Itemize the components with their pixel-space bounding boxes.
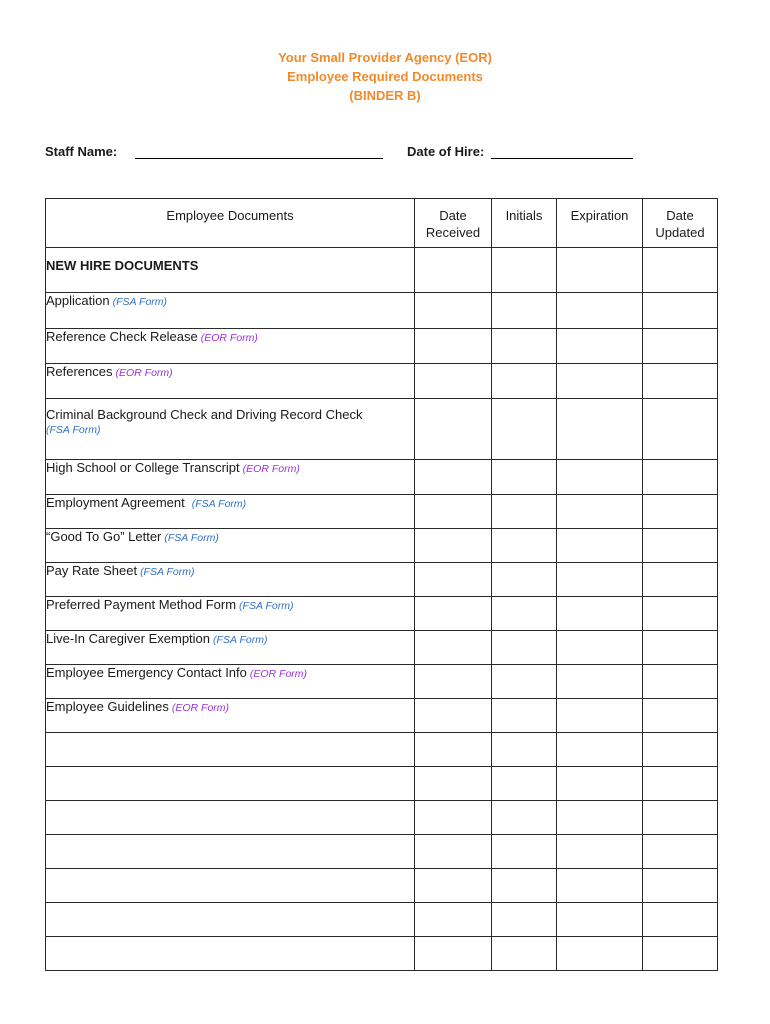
form-tag: (FSA Form)	[46, 424, 101, 436]
date-received-cell[interactable]	[415, 733, 492, 767]
expiration-cell[interactable]	[557, 293, 643, 329]
document-label: Employment Agreement	[46, 495, 185, 510]
expiration-cell[interactable]	[557, 529, 643, 563]
expiration-cell[interactable]	[557, 767, 643, 801]
blank-row	[46, 937, 718, 971]
expiration-cell[interactable]	[557, 399, 643, 460]
date-received-cell[interactable]	[415, 329, 492, 364]
date-updated-cell[interactable]	[643, 699, 718, 733]
date-received-cell[interactable]	[415, 835, 492, 869]
form-tag: (FSA Form)	[140, 566, 195, 578]
document-cell[interactable]	[46, 903, 415, 937]
table-row	[46, 460, 718, 495]
initials-cell[interactable]	[492, 399, 557, 460]
document-label: Application	[46, 293, 110, 308]
section-title: NEW HIRE DOCUMENTS	[46, 248, 415, 293]
initials-cell[interactable]	[492, 329, 557, 364]
document-label: Live-In Caregiver Exemption	[46, 631, 211, 646]
date-updated-cell[interactable]	[643, 903, 718, 937]
blank-row	[46, 733, 718, 767]
expiration-cell[interactable]	[557, 835, 643, 869]
header-employee-documents: Employee Documents	[46, 199, 415, 248]
date-updated-cell[interactable]	[643, 835, 718, 869]
initials-cell[interactable]	[492, 835, 557, 869]
document-label: Employee Guidelines	[46, 699, 169, 714]
date-received-cell[interactable]	[415, 563, 492, 597]
document-label: References	[46, 364, 113, 379]
expiration-cell[interactable]	[557, 733, 643, 767]
date-updated-cell[interactable]	[643, 364, 718, 399]
date-received-cell[interactable]	[415, 869, 492, 903]
expiration-cell[interactable]	[557, 937, 643, 971]
date-updated-cell[interactable]	[643, 529, 718, 563]
document-label: “Good To Go” Letter	[46, 529, 162, 544]
expiration-cell[interactable]	[557, 248, 643, 293]
document-cell[interactable]	[46, 869, 415, 903]
expiration-cell[interactable]	[557, 869, 643, 903]
date-updated-cell[interactable]	[643, 399, 718, 460]
document-label: Criminal Background Check and Driving Record Check	[46, 407, 363, 422]
expiration-cell[interactable]	[557, 364, 643, 399]
expiration-cell[interactable]	[557, 495, 643, 529]
document-cell[interactable]	[46, 835, 415, 869]
initials-cell[interactable]	[492, 937, 557, 971]
document-label: Preferred Payment Method Form	[46, 597, 237, 612]
initials-cell[interactable]	[492, 801, 557, 835]
table-row	[46, 329, 718, 364]
form-tag: (EOR Form)	[115, 367, 173, 379]
blank-row	[46, 835, 718, 869]
date-received-cell[interactable]	[415, 364, 492, 399]
form-tag: (FSA Form)	[112, 296, 168, 308]
initials-cell[interactable]	[492, 767, 557, 801]
table-row	[46, 364, 718, 399]
form-tag: (EOR Form)	[200, 332, 258, 344]
blank-row	[46, 869, 718, 903]
date-received-cell[interactable]	[415, 248, 492, 293]
expiration-cell[interactable]	[557, 329, 643, 364]
documents-table	[45, 198, 718, 971]
staff-name-field[interactable]	[135, 144, 383, 159]
initials-cell[interactable]	[492, 631, 557, 665]
staff-name-label: Staff Name:	[45, 144, 118, 159]
date-received-cell[interactable]	[415, 399, 492, 460]
date-received-cell[interactable]	[415, 903, 492, 937]
document-label: Employee Emergency Contact Info	[46, 665, 247, 680]
initials-cell[interactable]	[492, 495, 557, 529]
initials-cell[interactable]	[492, 869, 557, 903]
initials-cell[interactable]	[492, 563, 557, 597]
initials-cell[interactable]	[492, 903, 557, 937]
document-title	[0, 48, 770, 105]
blank-row	[46, 801, 718, 835]
date-updated-cell[interactable]	[643, 563, 718, 597]
initials-cell[interactable]	[492, 597, 557, 631]
document-label: Reference Check Release	[46, 329, 198, 344]
table-row	[46, 597, 718, 631]
date-received-cell[interactable]	[415, 460, 492, 495]
date-updated-cell[interactable]	[643, 869, 718, 903]
initials-cell[interactable]	[492, 699, 557, 733]
date-updated-cell[interactable]	[643, 329, 718, 364]
date-received-cell[interactable]	[415, 631, 492, 665]
table-row	[46, 399, 718, 460]
date-updated-cell[interactable]	[643, 665, 718, 699]
form-tag: (FSA Form)	[239, 600, 294, 612]
initials-cell[interactable]	[492, 529, 557, 563]
agency-title: Your Small Provider Agency (EOR)	[278, 50, 492, 65]
date-of-hire-label: Date of Hire:	[407, 144, 485, 159]
document-cell[interactable]	[46, 733, 415, 767]
date-received-cell[interactable]	[415, 529, 492, 563]
date-received-cell[interactable]	[415, 767, 492, 801]
expiration-cell[interactable]	[557, 597, 643, 631]
section-row	[46, 248, 718, 293]
table-row	[46, 563, 718, 597]
initials-cell[interactable]	[492, 665, 557, 699]
date-updated-cell[interactable]	[643, 495, 718, 529]
blank-row	[46, 903, 718, 937]
form-tag: (FSA Form)	[164, 532, 219, 544]
initials-cell[interactable]	[492, 733, 557, 767]
document-cell[interactable]	[46, 937, 415, 971]
form-tag: (EOR Form)	[242, 463, 300, 475]
date-updated-cell[interactable]	[643, 937, 718, 971]
date-updated-cell[interactable]	[643, 597, 718, 631]
expiration-cell[interactable]	[557, 801, 643, 835]
document-cell[interactable]	[46, 767, 415, 801]
date-updated-cell[interactable]	[643, 801, 718, 835]
expiration-cell[interactable]	[557, 460, 643, 495]
date-received-cell[interactable]	[415, 801, 492, 835]
date-received-cell[interactable]	[415, 597, 492, 631]
date-updated-cell[interactable]	[643, 293, 718, 329]
expiration-cell[interactable]	[557, 903, 643, 937]
initials-cell[interactable]	[492, 248, 557, 293]
blank-row	[46, 767, 718, 801]
form-tag: (EOR Form)	[171, 702, 230, 714]
form-tag: (EOR Form)	[249, 668, 308, 680]
header-expiration: Expiration	[557, 199, 643, 248]
date-updated-cell[interactable]	[643, 460, 718, 495]
initials-cell[interactable]	[492, 293, 557, 329]
date-updated-cell[interactable]	[643, 767, 718, 801]
form-tag: (FSA Form)	[213, 634, 268, 646]
initials-cell[interactable]	[492, 460, 557, 495]
table-row	[46, 495, 718, 529]
document-label: Pay Rate Sheet	[46, 563, 138, 578]
date-received-cell[interactable]	[415, 665, 492, 699]
date-of-hire-field[interactable]	[491, 144, 633, 159]
table-row	[46, 699, 718, 733]
header-initials: Initials	[492, 199, 557, 248]
header-date-received: Date Received	[415, 199, 492, 248]
date-received-cell[interactable]	[415, 699, 492, 733]
date-received-cell[interactable]	[415, 937, 492, 971]
expiration-cell[interactable]	[557, 665, 643, 699]
binder-label: (BINDER B)	[349, 88, 421, 103]
expiration-cell[interactable]	[557, 699, 643, 733]
document-subtitle: Employee Required Documents	[287, 69, 483, 84]
document-cell[interactable]	[46, 801, 415, 835]
date-updated-cell[interactable]	[643, 248, 718, 293]
date-received-cell[interactable]	[415, 495, 492, 529]
date-received-cell[interactable]	[415, 293, 492, 329]
expiration-cell[interactable]	[557, 563, 643, 597]
date-updated-cell[interactable]	[643, 733, 718, 767]
table-row	[46, 631, 718, 665]
table-row	[46, 529, 718, 563]
expiration-cell[interactable]	[557, 631, 643, 665]
header-date-updated: Date Updated	[643, 199, 718, 248]
initials-cell[interactable]	[492, 364, 557, 399]
form-tag: (FSA Form)	[191, 498, 247, 510]
table-row	[46, 293, 718, 329]
date-updated-cell[interactable]	[643, 631, 718, 665]
table-row	[46, 665, 718, 699]
document-label: High School or College Transcript	[46, 460, 240, 475]
